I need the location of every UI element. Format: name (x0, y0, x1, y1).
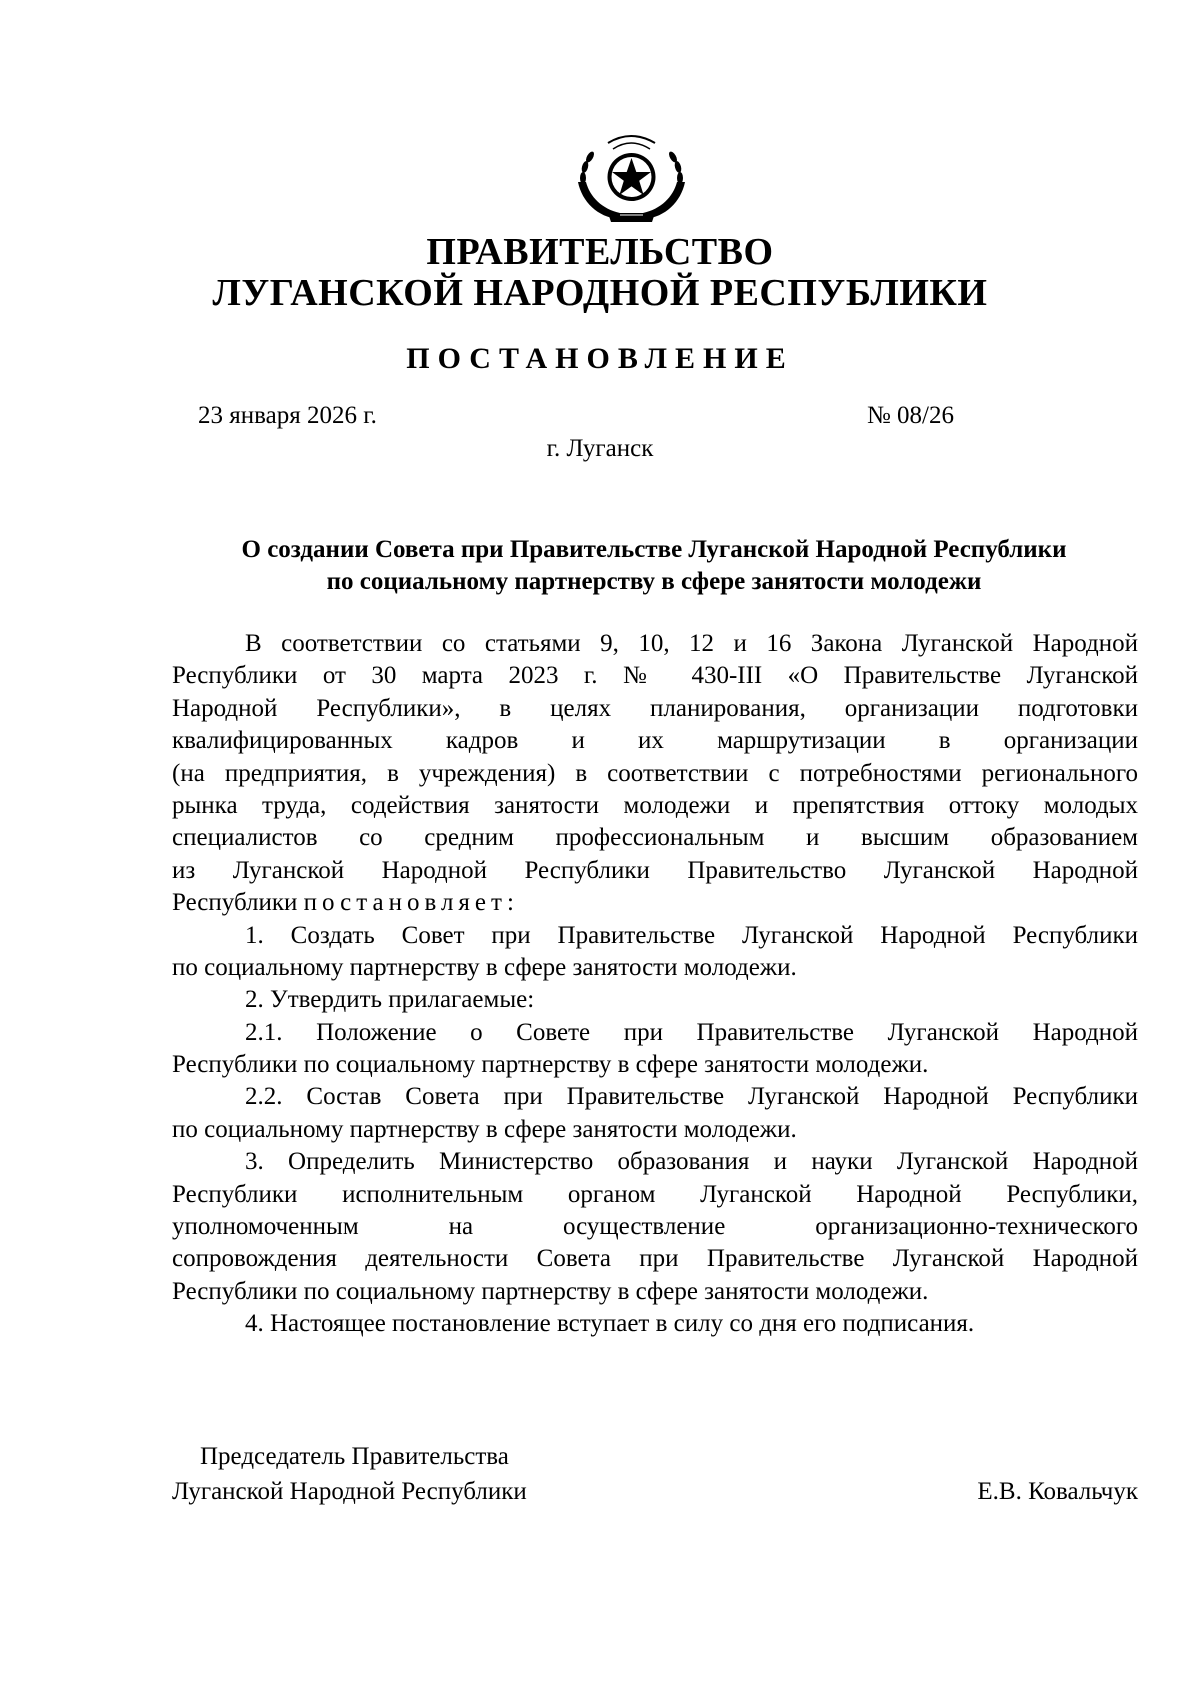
body-line: Республики от 30 марта 2023 г. № 430-III «О Правительстве Луганской (172, 662, 1138, 690)
body-item-4: 4. Настоящее постановление вступает в силу со дня его подписания. (245, 1310, 975, 1338)
signer-position: Председатель Правительства (200, 1443, 509, 1470)
body-line: по социальному партнерству в сфере занятости молодежи. (172, 1115, 797, 1143)
body-line: Народной Республики», в целях планирования, организации подготовки (172, 694, 1138, 722)
document-subject: О создании Совета при Правительстве Луганской Народной Республики (241, 536, 1067, 563)
resolves-word: постановляет: (303, 889, 519, 917)
body-line: Республики исполнительным органом Луганской Народной Республики, (172, 1180, 1138, 1208)
body-item-2-1: 2.1. Положение о Совете при Правительстве Луганской Народной (245, 1018, 1138, 1046)
body-line: специалистов со средним профессиональным и высшим образованием (172, 824, 1138, 852)
body-line: Республики по социальному партнерству в сфере занятости молодежи. (172, 1277, 929, 1305)
document-body (172, 628, 1138, 1341)
body-item-1: 1. Создать Совет при Правительстве Луганской Народной Республики (245, 921, 1138, 949)
body-item-2: 2. Утвердить прилагаемые: (245, 986, 535, 1014)
body-line: уполномоченным на осуществление организационно-технического (172, 1213, 1138, 1241)
document-subject-line2: по социальному партнерству в сфере занятости молодежи (326, 568, 982, 595)
document-date: 23 января 2026 г. (198, 402, 377, 429)
body-line-text: Республики (172, 889, 298, 917)
body-line-resolves (172, 887, 1138, 919)
document-city: г. Луганск (546, 435, 654, 462)
body-line: рынка труда, содействия занятости молодежи и препятствия оттоку молодых (172, 791, 1138, 819)
body-item-3: 3. Определить Министерство образования и науки Луганской Народной (245, 1148, 1138, 1176)
signer-position-line2: Луганской Народной Республики (172, 1478, 527, 1505)
coat-of-arms-emblem-icon (568, 127, 695, 227)
body-line: сопровождения деятельности Совета при Правительстве Луганской Народной (172, 1245, 1138, 1273)
body-line: В соответствии со статьями 9, 10, 12 и 16 Закона Луганской Народной (245, 630, 1138, 657)
document-type: ПОСТАНОВЛЕНИЕ (406, 342, 794, 375)
signer-name: Е.В. Ковальчук (977, 1478, 1138, 1505)
body-line: Республики по социальному партнерству в сфере занятости молодежи. (172, 1051, 929, 1079)
body-line: (на предприятия, в учреждения) в соответствии с потребностями регионального (172, 759, 1138, 787)
organization-title: ПРАВИТЕЛЬСТВО (426, 231, 774, 273)
body-line: квалифицированных кадров и их маршрутизации в организации (172, 727, 1138, 755)
document-number: № 08/26 (866, 402, 954, 429)
body-line: из Луганской Народной Республики Правительство Луганской Народной (172, 856, 1138, 884)
body-item-2-2: 2.2. Состав Совета при Правительстве Луганской Народной Республики (245, 1083, 1138, 1111)
organization-title-line2: ЛУГАНСКОЙ НАРОДНОЙ РЕСПУБЛИКИ (212, 272, 988, 314)
body-line: по социальному партнерству в сфере занятости молодежи. (172, 953, 797, 981)
